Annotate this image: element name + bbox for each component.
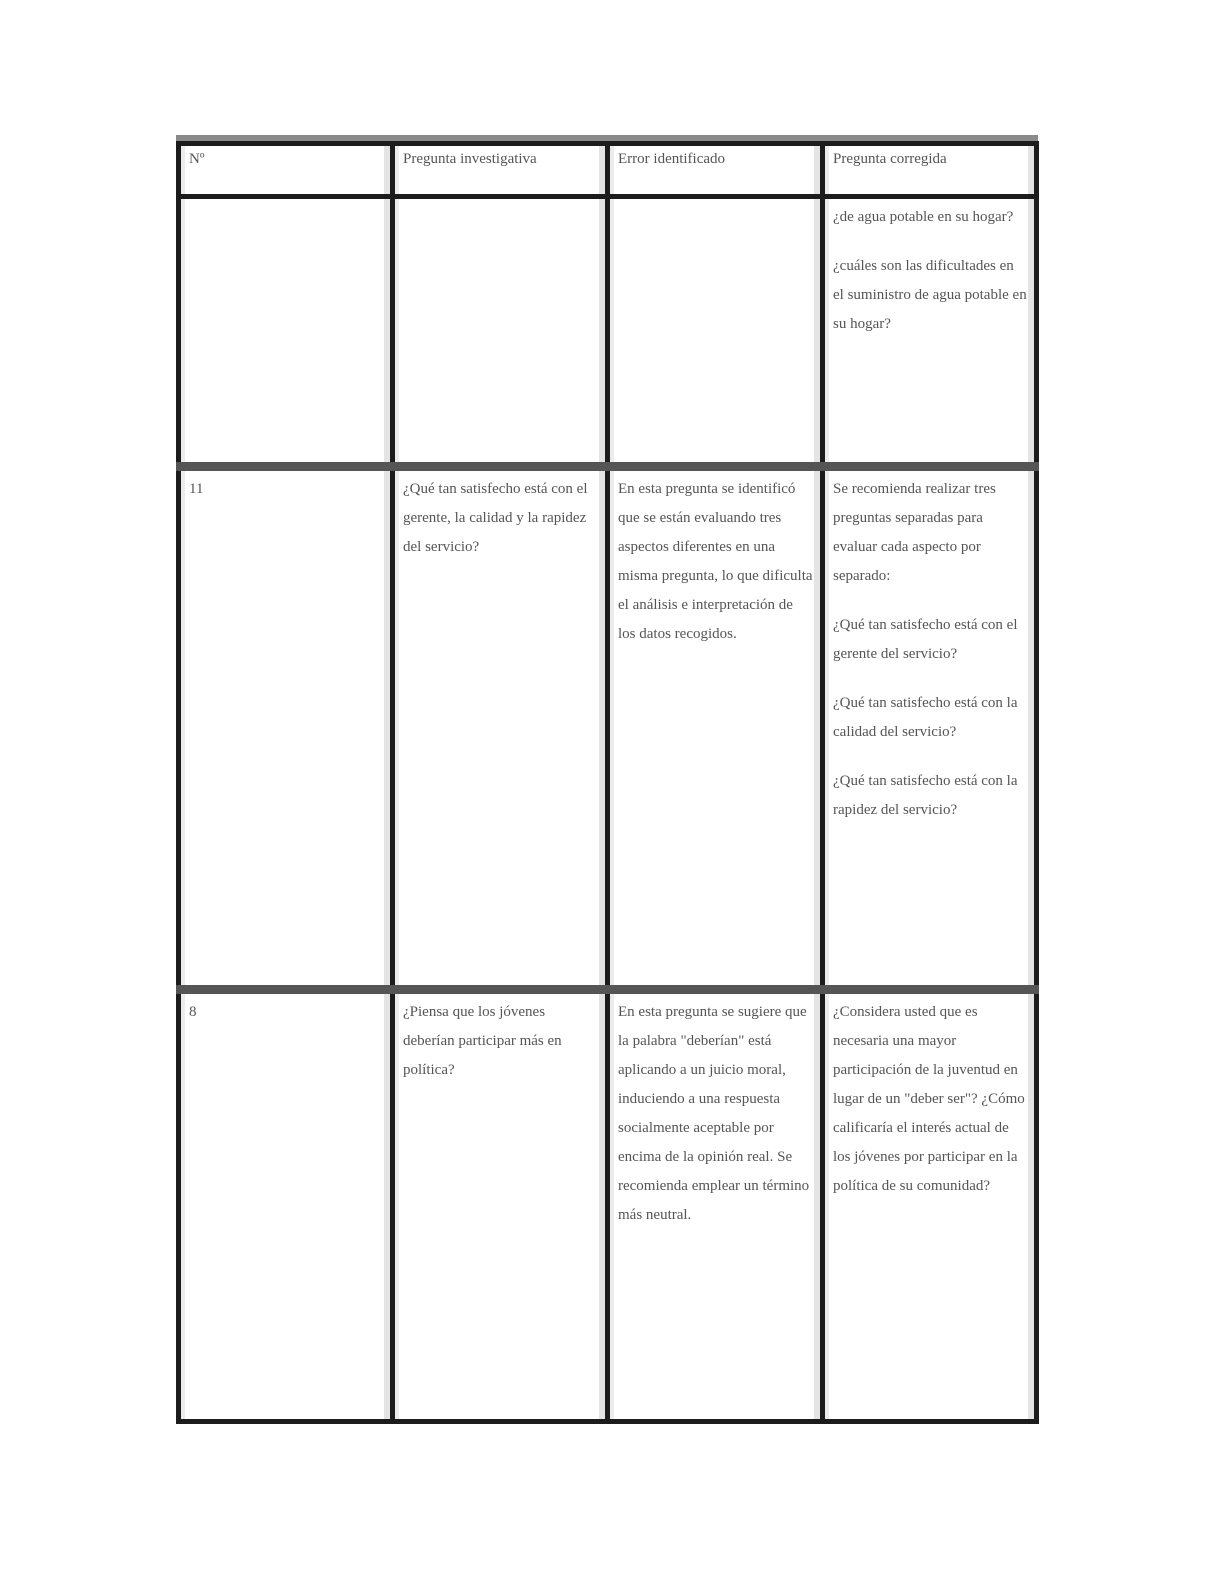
- cell-number: [179, 197, 393, 467]
- header-cell-question: Pregunta investigativa: [393, 144, 608, 197]
- cell-question: [393, 197, 608, 467]
- cell-error: En esta pregunta se sugiere que la palabra "deberían" está aplicando a un juicio moral, induciendo a una respuesta socialmente aceptable por encima de la opinión real. Se recomienda emplear un término más neutral.: [608, 990, 823, 1422]
- table-row: [179, 467, 1037, 990]
- corrected-paragraph: ¿Qué tan satisfecho está con la rapidez del servicio?: [833, 773, 1018, 818]
- table-row: [179, 197, 1037, 467]
- cell-corrected: [823, 990, 1037, 1422]
- header-cell-number: Nº: [179, 144, 393, 197]
- corrected-paragraph: Se recomienda realizar tres preguntas separadas para evaluar cada aspecto por separado:: [833, 481, 996, 584]
- cell-corrected: [823, 197, 1037, 467]
- cell-error: [608, 197, 823, 467]
- cell-error: En esta pregunta se identificó que se están evaluando tres aspectos diferentes en una misma pregunta, lo que dificulta el análisis e interpretación de los datos recogidos.: [608, 467, 823, 990]
- corrected-paragraph: ¿Qué tan satisfecho está con el gerente del servicio?: [833, 617, 1018, 662]
- table-row: [179, 990, 1037, 1422]
- corrected-paragraph: ¿cuáles son las dificultades en el suministro de agua potable en su hogar?: [833, 258, 1027, 332]
- cell-question: ¿Qué tan satisfecho está con el gerente, la calidad y la rapidez del servicio?: [393, 467, 608, 990]
- cell-question: ¿Piensa que los jóvenes deberían participar más en política?: [393, 990, 608, 1422]
- cell-corrected: [823, 467, 1037, 990]
- header-cell-corrected: Pregunta corregida: [823, 144, 1037, 197]
- questions-table: [176, 141, 1039, 1424]
- cell-number: 11: [179, 467, 393, 990]
- table-header-row: [179, 144, 1037, 197]
- cell-number: 8: [179, 990, 393, 1422]
- table-container: [176, 135, 1038, 1417]
- corrected-paragraph: ¿Qué tan satisfecho está con la calidad del servicio?: [833, 695, 1018, 740]
- corrected-paragraph: ¿de agua potable en su hogar?: [833, 209, 1014, 225]
- header-cell-error: Error identificado: [608, 144, 823, 197]
- corrected-paragraph: ¿Considera usted que es necesaria una mayor participación de la juventud en lugar de un "deber ser"? ¿Cómo calificaría el interés actual de los jóvenes por participar en la política de su comunidad?: [833, 1004, 1025, 1194]
